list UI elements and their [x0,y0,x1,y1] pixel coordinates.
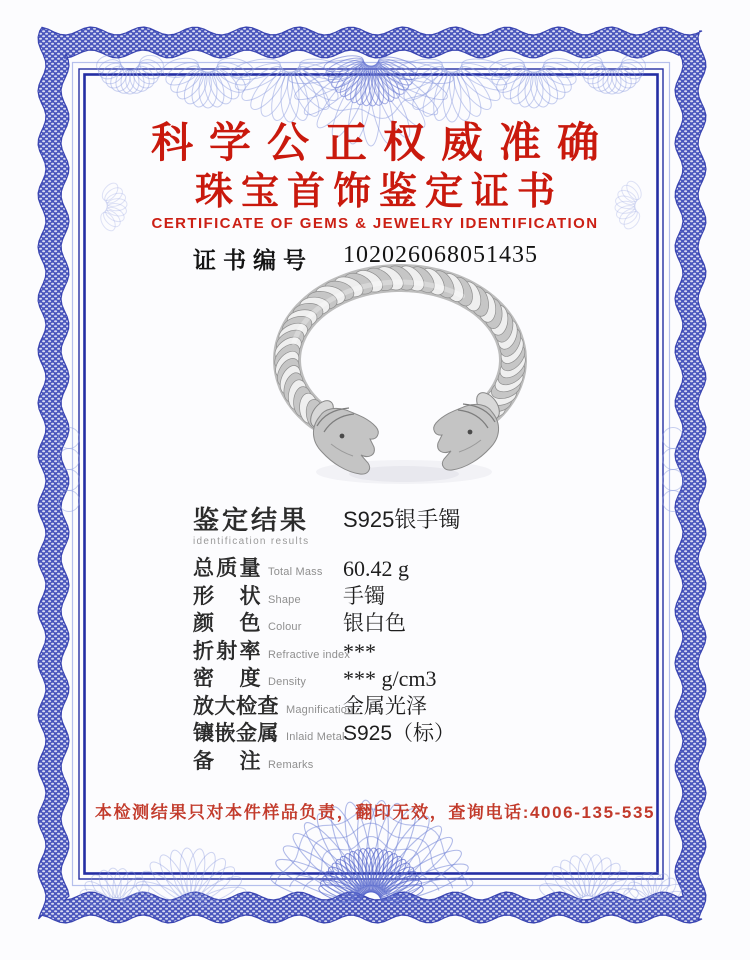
row-label-en: identification results [193,536,310,547]
table-row [193,558,663,580]
row-label-en: Magnification [286,703,354,716]
table-row [193,638,663,664]
row-label: 鉴定结果 [193,505,310,535]
certificate-number-value: 102026068051435 [343,242,538,268]
row-label: 备注 [193,749,261,773]
table-row [193,506,663,552]
table-row [193,586,663,608]
row-value: 手镯 [343,584,385,608]
row-label: 颜色 [193,612,261,635]
row-label-en: Total Mass [268,566,323,578]
row-value: S925银手镯 [343,507,461,532]
slogan-line: 科学公正权威准确 [150,121,615,167]
left-beast-head [313,408,378,474]
row-label-en: Inlaid Metal [286,731,345,743]
row-value: 金属光泽 [343,694,427,718]
row-label-en: Remarks [268,758,314,771]
row-label: 密度 [193,667,261,690]
certificate-title-en: CERTIFICATE OF GEMS & JEWELRY IDENTIFICATION [151,215,599,232]
row-label: 放大检查 [193,694,279,718]
table-row [193,613,663,635]
row-label-en: Colour [268,621,302,633]
bangle-photo [270,261,530,484]
row-label-en: Refractive index [268,648,351,661]
row-label-en: Shape [268,593,301,606]
right-beast-head [434,404,499,470]
table-row [193,696,663,718]
row-value: *** [343,638,376,664]
row-label: 折射率 [193,639,261,663]
row-label: 总质量 [193,557,261,580]
row-value: S925（标） [343,722,456,745]
table-row [193,668,663,690]
footer-notice: 本检测结果只对本件样品负责，翻印无效，查询电话:4006-135-535 [94,803,656,822]
row-value: 60.42 g [343,556,409,581]
certificate-number-label: 证书编号 [193,247,313,273]
row-value: *** g/cm3 [343,666,437,691]
row-value: 银白色 [343,612,406,635]
table-row [193,723,663,745]
certificate-number-row [193,242,538,272]
table-row [193,751,663,773]
row-label: 镶嵌金属 [193,722,279,745]
row-label: 形状 [193,584,261,608]
row-label-en: Density [268,676,307,688]
results-table [193,506,663,778]
certificate-title: 珠宝首饰鉴定证书 [194,171,563,213]
